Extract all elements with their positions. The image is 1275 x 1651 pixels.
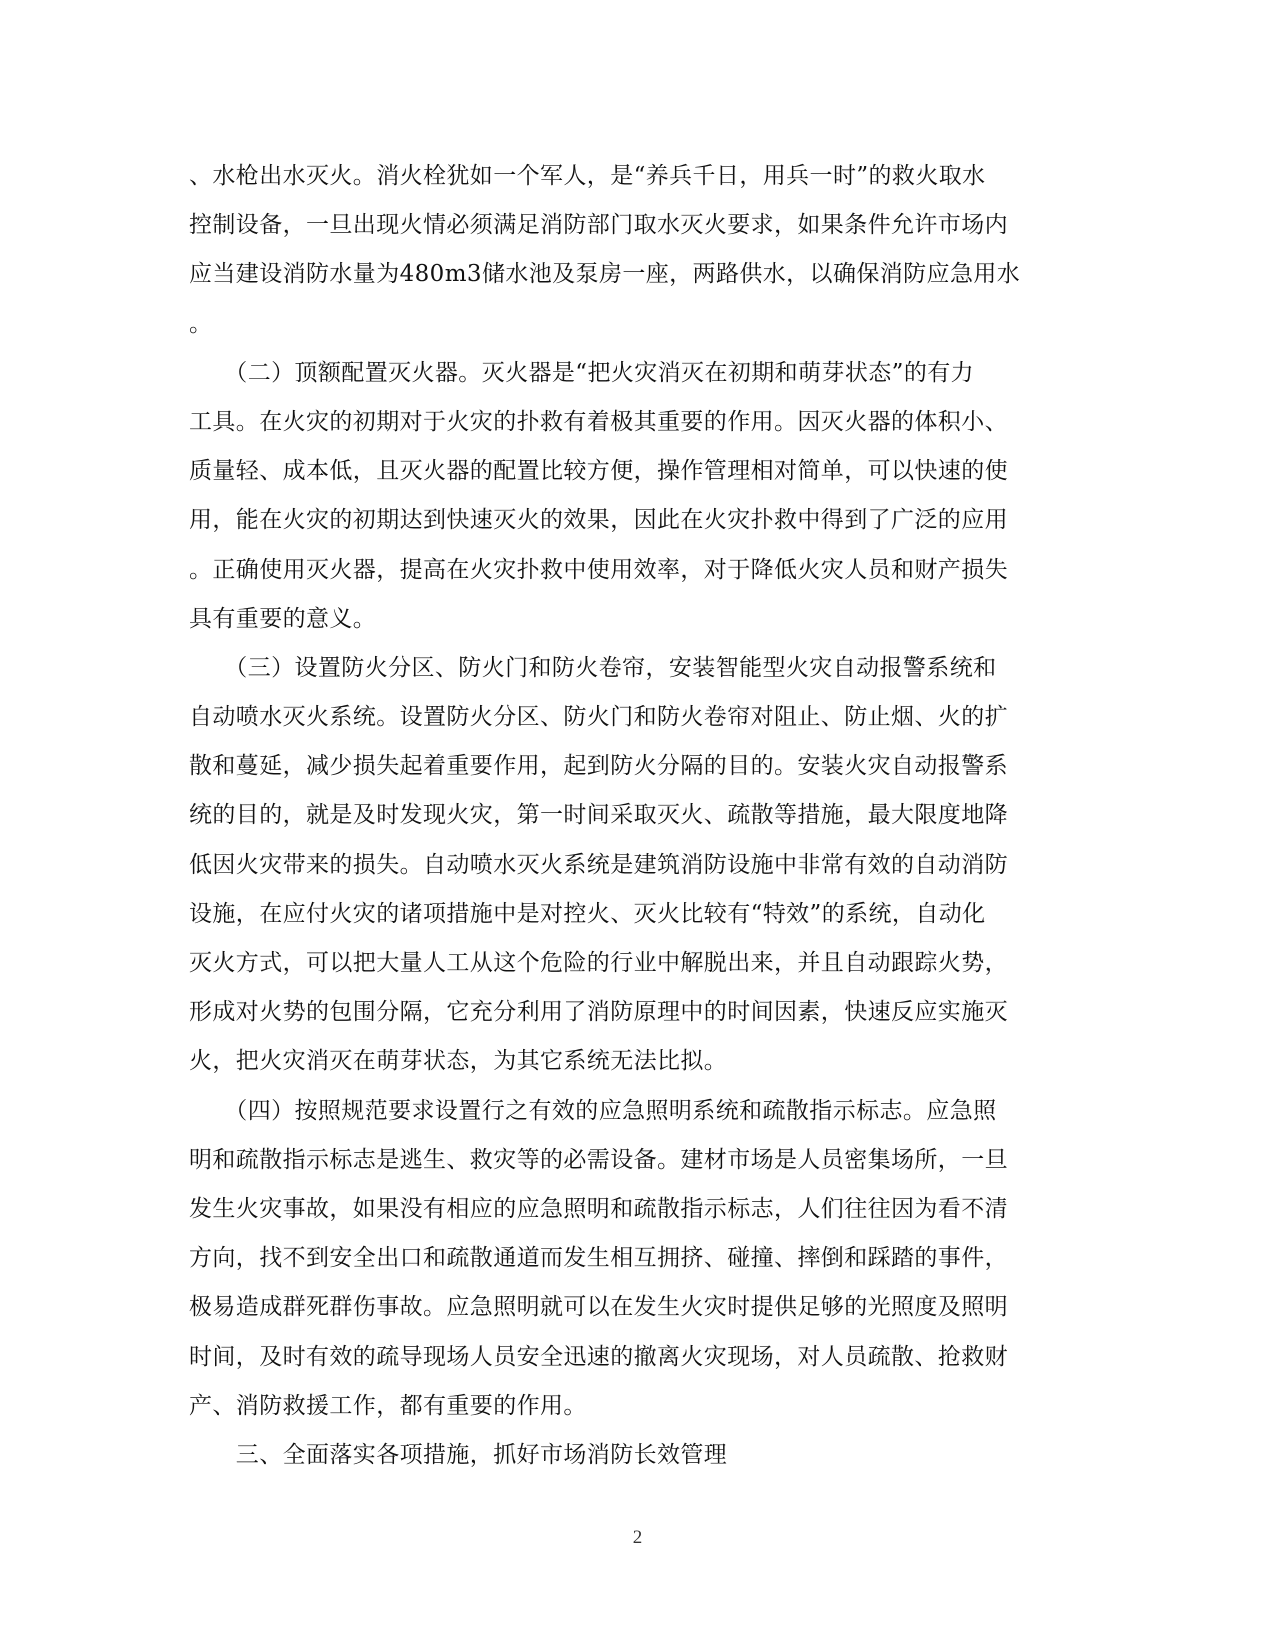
text-line: 。 — [189, 310, 213, 337]
text-line: 、水枪出水灭火。消火栓犹如一个军人，是“养兵千日，用兵一时”的救火取水 — [189, 163, 986, 189]
text-line: 自动喷水灭火系统。设置防火分区、防火门和防火卷帘对阻止、防止烟、火的扩 — [189, 704, 1008, 731]
text-line: 控制设备，一旦出现火情必须满足消防部门取水灭火要求，如果条件允许市场内 — [189, 212, 1008, 239]
page-number: 2 — [632, 1527, 643, 1548]
text-line: 工具。在火灾的初期对于火灾的扑救有着极其重要的作用。因灭火器的体积小、 — [189, 408, 1008, 435]
text-line: 质量轻、成本低，且灭火器的配置比较方便，操作管理相对简单，可以快速的使 — [189, 458, 1008, 485]
text-line: 。正确使用灭火器，提高在火灾扑救中使用效率，对于降低火灾人员和财产损失 — [189, 556, 1008, 583]
text-line: 火，把火灾消灭在萌芽状态，为其它系统无法比拟。 — [189, 1048, 728, 1075]
text-line: 产、消防救援工作，都有重要的作用。 — [189, 1392, 587, 1419]
text-line: 形成对火势的包围分隔，它充分利用了消防原理中的时间因素，快速反应实施灭 — [189, 999, 1008, 1026]
text-line: 时间，及时有效的疏导现场人员安全迅速的撤离火灾现场，对人员疏散、抢救财 — [189, 1343, 1008, 1370]
text-line: 设施，在应付火灾的诸项措施中是对控火、灭火比较有“特效”的系统，自动化 — [189, 900, 986, 927]
text-line: 具有重要的意义。 — [189, 605, 377, 632]
text-line: 应当建设消防水量为480m3储水池及泵房一座，两路供水，以确保消防应急用水 — [189, 261, 1021, 288]
text-line: 低因火灾带来的损失。自动喷水灭火系统是建筑消防设施中非常有效的自动消防 — [189, 851, 1008, 878]
section-heading: 三、全面落实各项措施，抓好市场消防长效管理 — [189, 1441, 728, 1468]
text-line: （三）设置防火分区、防火门和防火卷帘，安装智能型火灾自动报警系统和 — [189, 654, 997, 681]
text-line: 极易造成群死群伤事故。应急照明就可以在发生火灾时提供足够的光照度及照明 — [189, 1294, 1008, 1321]
text-line: 明和疏散指示标志是逃生、救灾等的必需设备。建材市场是人员密集场所，一旦 — [189, 1146, 1008, 1173]
text-line: 散和蔓延，减少损失起着重要作用，起到防火分隔的目的。安装火灾自动报警系 — [189, 753, 1008, 780]
text-line: 用，能在火灾的初期达到快速灭火的效果，因此在火灾扑救中得到了广泛的应用 — [189, 507, 1008, 534]
text-line: （四）按照规范要求设置行之有效的应急照明系统和疏散指示标志。应急照 — [189, 1097, 997, 1124]
text-line: （二）顶额配置灭火器。灭火器是“把火灾消灭在初期和萌芽状态”的有力 — [189, 359, 975, 386]
text-line: 统的目的，就是及时发现火灾，第一时间采取灭火、疏散等措施，最大限度地降 — [189, 802, 1008, 829]
text-line: 灭火方式，可以把大量人工从这个危险的行业中解脱出来，并且自动跟踪火势， — [189, 950, 1008, 976]
document-body — [189, 152, 1067, 1480]
text-line: 发生火灾事故，如果没有相应的应急照明和疏散指示标志，人们往往因为看不清 — [189, 1195, 1008, 1222]
text-line: 方向，找不到安全出口和疏散通道而发生相互拥挤、碰撞、摔倒和踩踏的事件， — [189, 1245, 1008, 1272]
